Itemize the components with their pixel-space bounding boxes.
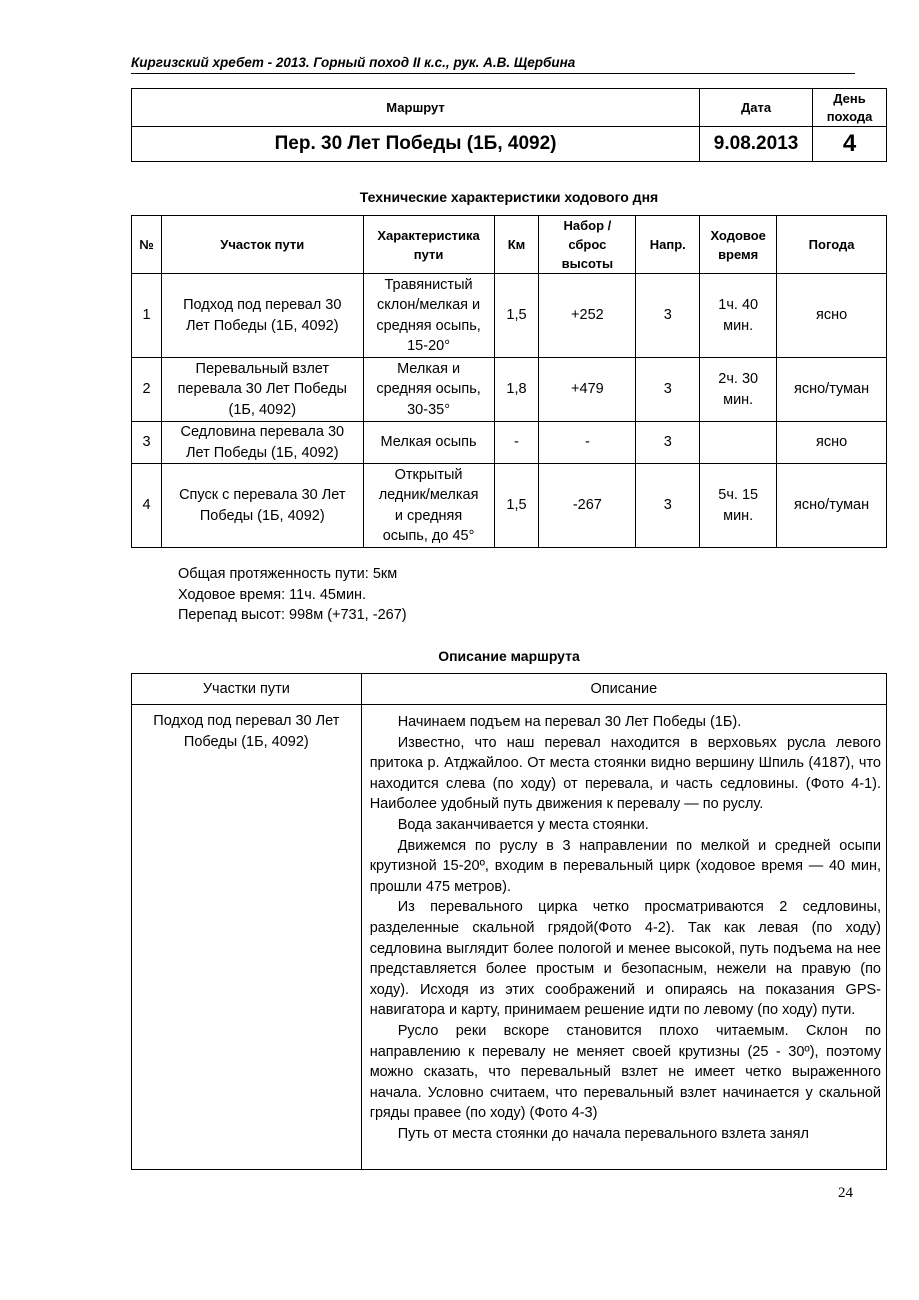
cell-line: мин. [723,507,754,524]
row-weather: ясно/туман [777,464,887,548]
day-col-label [813,89,887,127]
cell-line: мин. [723,317,754,334]
cell-line: средняя осыпь, [376,317,481,334]
row-altitude: +479 [539,358,636,422]
cell-line: Лет Победы (1Б, 4092) [185,317,339,334]
route-name: Пер. 30 Лет Победы (1Б, 4092) [132,127,700,162]
col-altitude [539,216,636,274]
cell-line: Подход под перевал 30 Лет [153,713,340,729]
description-table [131,673,887,1170]
paragraph: Движемся по руслу в 3 направлении по мелкой и средней осыпи крутизной 15-20º, входим в перевальный цирк (ходовое время — 40 мин, прошли 475 метров). [369,837,881,895]
col-sections: Участки пути [132,674,362,705]
cell-line: 1ч. 40 [718,297,759,313]
description-header-row [132,674,887,705]
row-altitude: -267 [539,464,636,548]
row-altitude: +252 [539,274,636,358]
description-row [132,705,887,1170]
cell-line: перевала 30 Лет Победы [177,381,347,398]
row-time [700,274,777,358]
row-time [700,464,777,548]
row-num: 4 [132,464,162,548]
route-date: 9.08.2013 [700,127,813,162]
day-label-line: похода [826,108,873,124]
description-text [361,705,886,1170]
table-row [132,464,887,548]
row-segment [161,358,363,422]
col-time [700,216,777,274]
row-time [700,422,777,464]
header-line: высоты [561,256,614,271]
col-weather: Погода [777,216,887,274]
date-col-label: Дата [700,89,813,127]
row-km: 1,5 [494,464,539,548]
cell-line: Лет Победы (1Б, 4092) [185,444,339,461]
header-rule [131,73,855,74]
col-segment: Участок пути [161,216,363,274]
row-km: 1,8 [494,358,539,422]
cell-line: (1Б, 4092) [228,401,297,418]
route-day: 4 [813,127,887,162]
row-characteristic: Мелкая осыпь [363,422,494,464]
tech-table [131,215,887,548]
row-weather: ясно [777,274,887,358]
row-time [700,358,777,422]
route-header-row [132,89,887,127]
row-km: 1,5 [494,274,539,358]
summary-elevation: Перепад высот: 998м (+731, -267) [178,607,407,623]
paragraph: Из перевального цирка четко просматриваются 2 седловины, разделенные скальной грядой(Фото 4-2). Так как левая (по ходу) седловина выглядит более пологой и менее высокой, путь подъема на нее представляется более простым и безопасным, нежели на правую (по ходу). Исходя из этих соображений и опираясь на показания GPS-навигатора и карту, принимаем решение идти по левому (по ходу) пути. [369,899,881,1019]
day-label-line: День [833,90,866,106]
summary-total-length: Общая протяженность пути: 5км [178,566,398,582]
paragraph: Вода заканчивается у места стоянки. [397,816,649,833]
row-direction: 3 [636,422,700,464]
tech-header-row [132,216,887,274]
cell-line: 15-20° [407,338,450,354]
row-characteristic [363,464,494,548]
section-name [132,705,362,1170]
cell-line: 5ч. 15 [718,487,759,503]
row-weather: ясно/туман [777,358,887,422]
cell-line: склон/мелкая и [376,297,481,313]
summary-block [178,564,407,626]
row-km: - [494,422,539,464]
col-direction: Напр. [636,216,700,274]
table-row [132,274,887,358]
row-segment [161,422,363,464]
row-segment [161,464,363,548]
row-num: 1 [132,274,162,358]
header-line: сброс [568,237,607,252]
header-line: пути [413,246,444,262]
col-km: Км [494,216,539,274]
cell-line: Мелкая и [397,360,461,377]
row-direction: 3 [636,274,700,358]
row-num: 2 [132,358,162,422]
row-segment [161,274,363,358]
cell-line: Открытый [394,466,463,483]
cell-line: мин. [723,391,754,408]
paragraph: Известно, что наш перевал находится в верховьях русла левого притока р. Атджайлоо. От места стоянки видно вершину Шпиль (4187), что находится слева (по ходу) от перевала, и часть седловины. (Фото 4-1). Наиболее удобный путь движения к перевалу — по руслу. [369,734,881,813]
route-col-label: Маршрут [132,89,700,127]
cell-line: Подход под перевал 30 [183,297,342,313]
col-num: № [132,216,162,274]
header-line: Ходовое [710,227,766,243]
cell-line: 2ч. 30 [718,371,759,387]
cell-line: ледник/мелкая [378,487,479,503]
cell-line: осыпь, до 45° [382,528,475,544]
summary-walk-time: Ходовое время: 11ч. 45мин. [178,586,367,603]
table-row [132,358,887,422]
cell-line: средняя осыпь, [376,381,481,398]
description-section-title: Описание маршрута [438,648,580,664]
row-direction: 3 [636,464,700,548]
cell-line: Перевальный взлет [195,360,330,377]
header-line: Характеристика [377,227,480,243]
paragraph: Начинаем подъем на перевал 30 Лет Победы (1Б). [397,714,742,730]
cell-line: Спуск с перевала 30 Лет [179,487,346,503]
cell-line: Травянистый [384,276,473,293]
route-value-row [132,127,887,162]
cell-line: Победы (1Б, 4092) [199,507,325,524]
row-altitude: - [539,422,636,464]
row-weather: ясно [777,422,887,464]
cell-line: Победы (1Б, 4092) [183,733,309,750]
route-table [131,88,887,162]
row-direction: 3 [636,358,700,422]
col-characteristic [363,216,494,274]
tech-section-title: Технические характеристики ходового дня [359,189,659,205]
page-number: 24 [838,1185,853,1201]
row-characteristic [363,358,494,422]
row-num: 3 [132,422,162,464]
paragraph: Русло реки вскоре становится плохо читаемым. Склон по направлению к перевалу не меняет своей крутизны (25 - 30º), поэтому можно сказать, что перевальный взлет не имеет четко выраженного начала. Условно считаем, что перевальный взлет начинается у скальной гряды правее (по ходу) (Фото 4-3) [369,1022,881,1122]
row-characteristic [363,274,494,358]
header-line: Набор / [563,218,612,233]
paragraph: Путь от места стоянки до начала перевального взлета занял [397,1125,809,1142]
table-row [132,422,887,464]
cell-line: 30-35° [407,401,450,418]
header-line: время [718,246,759,262]
cell-line: Седловина перевала 30 [180,424,345,440]
col-description: Описание [361,674,886,705]
running-header: Киргизский хребет - 2013. Горный поход II к.с., рук. А.В. Щербина [131,55,576,70]
cell-line: и средняя [394,507,463,524]
